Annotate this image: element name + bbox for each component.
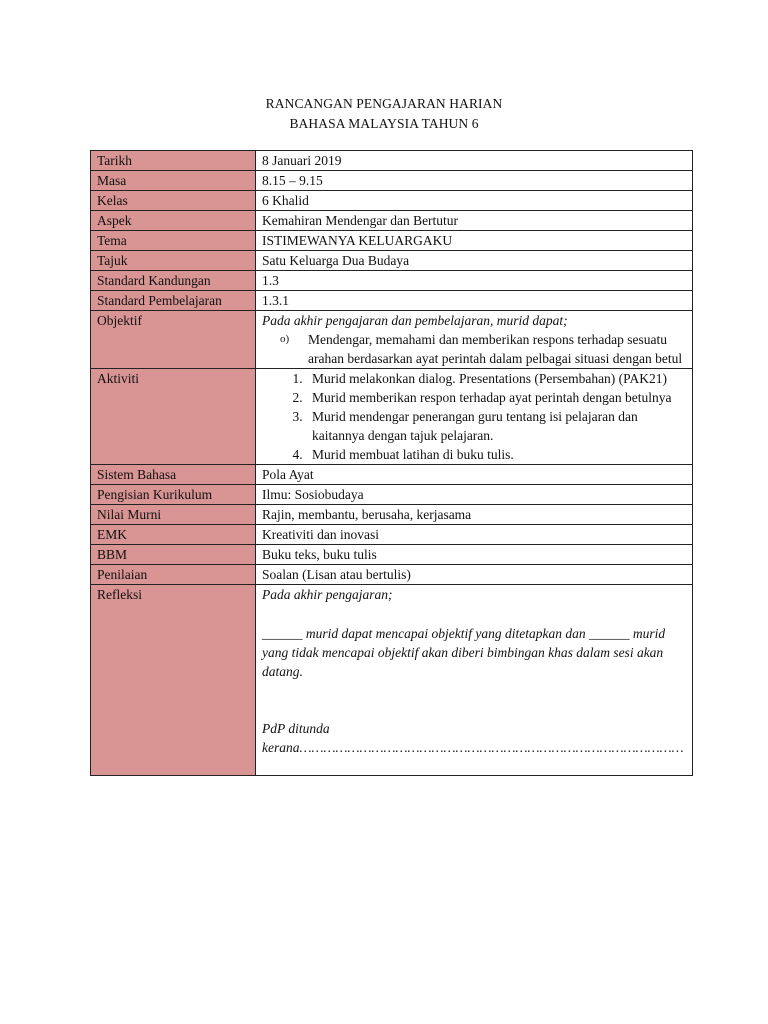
refleksi-kerana: kerana…………………………………………………………………………………… <box>262 740 684 755</box>
objektif-item-text: Mendengar, memahami dan memberikan respons terhadap sesuatu arahan berdasarkan ayat perintah dalam pelbagai situasi dengan betul <box>308 332 683 366</box>
row-aktiviti <box>91 369 693 465</box>
row-penilaian <box>91 565 693 585</box>
list-item: 4. Murid membuat latihan di buku tulis. <box>306 445 686 464</box>
list-item: 1. Murid melakonkan dialog. Presentations (Persembahan) (PAK21) <box>306 369 686 388</box>
value-masa: 8.15 – 9.15 <box>256 171 693 191</box>
value-pengisian-kurikulum: Ilmu: Sosiobudaya <box>256 485 693 505</box>
label-kelas: Kelas <box>91 191 256 211</box>
row-emk <box>91 525 693 545</box>
label-bbm: BBM <box>91 545 256 565</box>
value-nilai-murni: Rajin, membantu, berusaha, kerjasama <box>256 505 693 525</box>
label-pengisian-kurikulum: Pengisian Kurikulum <box>91 485 256 505</box>
row-objektif <box>91 311 693 369</box>
row-nilai-murni <box>91 505 693 525</box>
label-emk: EMK <box>91 525 256 545</box>
objektif-list <box>262 330 686 368</box>
value-objektif <box>256 311 693 369</box>
list-item <box>280 330 686 368</box>
value-emk: Kreativiti dan inovasi <box>256 525 693 545</box>
title-line-2: BAHASA MALAYSIA TAHUN 6 <box>289 116 479 131</box>
value-tarikh: 8 Januari 2019 <box>256 151 693 171</box>
row-tema <box>91 231 693 251</box>
label-masa: Masa <box>91 171 256 191</box>
objektif-bullet: o) <box>280 333 290 345</box>
list-item: 3. Murid mendengar penerangan guru tentang isi pelajaran dan kaitannya dengan tajuk pelajaran. <box>306 407 686 445</box>
value-tema: ISTIMEWANYA KELUARGAKU <box>256 231 693 251</box>
value-sistem-bahasa: Pola Ayat <box>256 465 693 485</box>
label-penilaian: Penilaian <box>91 565 256 585</box>
value-standard-kandungan: 1.3 <box>256 271 693 291</box>
label-tarikh: Tarikh <box>91 151 256 171</box>
label-standard-pembelajaran: Standard Pembelajaran <box>91 291 256 311</box>
document-title <box>0 94 768 134</box>
label-standard-kandungan: Standard Kandungan <box>91 271 256 291</box>
row-sistem-bahasa <box>91 465 693 485</box>
row-pengisian-kurikulum <box>91 485 693 505</box>
label-tema: Tema <box>91 231 256 251</box>
row-standard-pembelajaran <box>91 291 693 311</box>
objektif-intro: Pada akhir pengajaran dan pembelajaran, murid dapat; <box>262 313 568 328</box>
label-tajuk: Tajuk <box>91 251 256 271</box>
refleksi-pdp: PdP ditunda <box>262 721 330 736</box>
row-kelas <box>91 191 693 211</box>
value-aktiviti <box>256 369 693 465</box>
label-objektif: Objektif <box>91 311 256 369</box>
lesson-plan-table <box>90 150 693 776</box>
refleksi-intro: Pada akhir pengajaran; <box>262 587 393 602</box>
value-aspek: Kemahiran Mendengar dan Bertutur <box>256 211 693 231</box>
value-bbm: Buku teks, buku tulis <box>256 545 693 565</box>
aktiviti-list <box>262 369 686 464</box>
row-masa <box>91 171 693 191</box>
refleksi-body: ______ murid dapat mencapai objektif yang ditetapkan dan ______ murid yang tidak mencapai objektif akan diberi bimbingan khas dalam sesi akan datang. <box>262 626 666 679</box>
row-aspek <box>91 211 693 231</box>
value-tajuk: Satu Keluarga Dua Budaya <box>256 251 693 271</box>
value-kelas: 6 Khalid <box>256 191 693 211</box>
label-aspek: Aspek <box>91 211 256 231</box>
row-refleksi <box>91 585 693 776</box>
row-standard-kandungan <box>91 271 693 291</box>
row-bbm <box>91 545 693 565</box>
label-aktiviti: Aktiviti <box>91 369 256 465</box>
label-sistem-bahasa: Sistem Bahasa <box>91 465 256 485</box>
row-tajuk <box>91 251 693 271</box>
value-standard-pembelajaran: 1.3.1 <box>256 291 693 311</box>
list-item: 2. Murid memberikan respon terhadap ayat perintah dengan betulnya <box>306 388 686 407</box>
row-tarikh <box>91 151 693 171</box>
label-refleksi: Refleksi <box>91 585 256 776</box>
title-line-1: RANCANGAN PENGAJARAN HARIAN <box>265 96 503 111</box>
value-penilaian: Soalan (Lisan atau bertulis) <box>256 565 693 585</box>
value-refleksi <box>256 585 693 776</box>
label-nilai-murni: Nilai Murni <box>91 505 256 525</box>
